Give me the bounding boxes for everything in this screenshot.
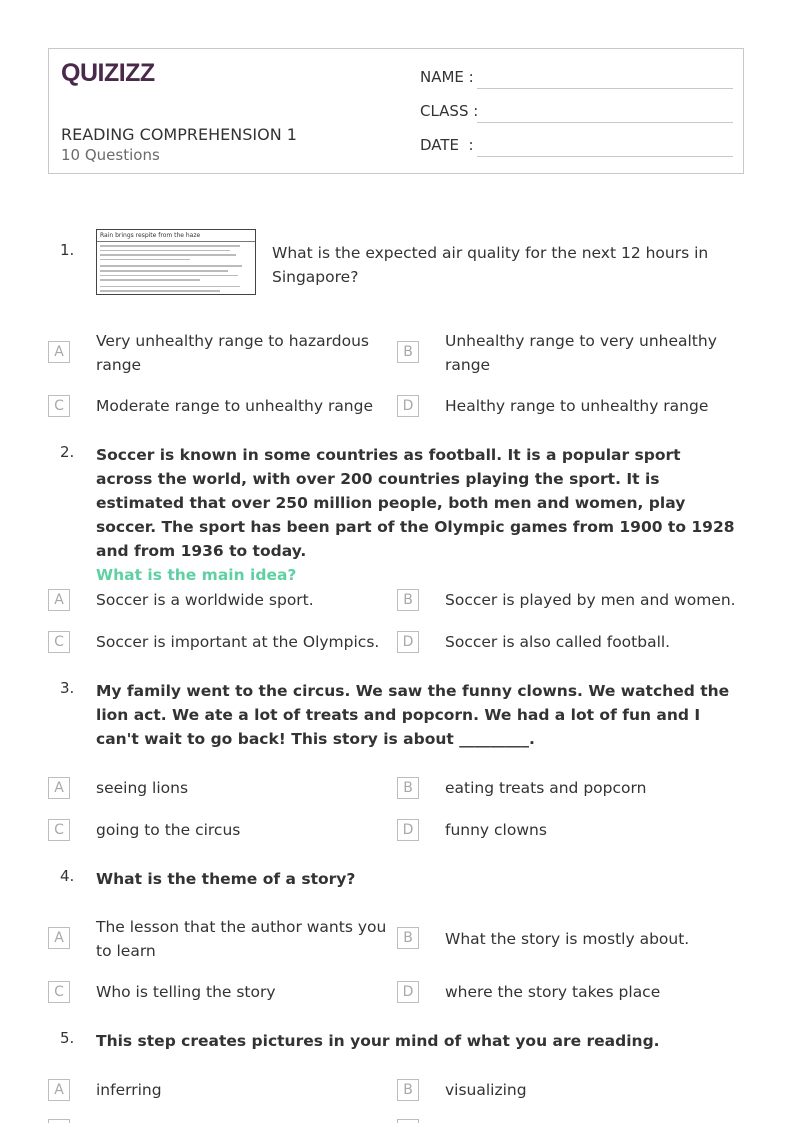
option-letter-box: D xyxy=(397,395,419,417)
question-number: 3. xyxy=(60,679,75,697)
class-label: CLASS : xyxy=(420,102,479,120)
option-text: going to the circus xyxy=(96,821,241,839)
date-label: DATE : xyxy=(420,136,474,154)
option-letter-box: A xyxy=(48,1079,70,1101)
question-number: 1. xyxy=(60,241,75,259)
option-text: visualizing xyxy=(445,1081,527,1099)
question-prompt: What is the main idea? xyxy=(96,566,297,584)
thumbnail-title: Rain brings respite from the haze xyxy=(97,230,255,242)
date-line xyxy=(477,156,733,157)
option-letter-box-partial xyxy=(397,1119,419,1123)
option-text: Soccer is important at the Olympics. xyxy=(96,633,380,651)
question-number: 5. xyxy=(60,1029,75,1047)
option-text: seeing lions xyxy=(96,779,189,797)
option-letter-box: B xyxy=(397,341,419,363)
option-text: Soccer is played by men and women. xyxy=(445,591,736,609)
option-letter-box-partial xyxy=(48,1119,70,1123)
option-text: Soccer is also called football. xyxy=(445,633,671,651)
name-line xyxy=(477,88,733,89)
question-number: 2. xyxy=(60,443,75,461)
option-letter-box: A xyxy=(48,777,70,799)
option-letter-box: C xyxy=(48,395,70,417)
option-text: What the story is mostly about. xyxy=(445,930,690,948)
option-text: The lesson that the author wants you to learn xyxy=(96,918,387,960)
question-text: What is the expected air quality for the next 12 hours in Singapore? xyxy=(272,244,709,286)
name-label: NAME : xyxy=(420,68,474,86)
question-count: 10 Questions xyxy=(61,146,160,164)
question-text: What is the theme of a story? xyxy=(96,870,356,888)
option-letter-box: B xyxy=(397,1079,419,1101)
option-letter-box: C xyxy=(48,631,70,653)
option-text: inferring xyxy=(96,1081,162,1099)
option-text: where the story takes place xyxy=(445,983,661,1001)
option-text: Who is telling the story xyxy=(96,983,276,1001)
option-letter-box: D xyxy=(397,819,419,841)
question-number: 4. xyxy=(60,867,75,885)
class-line xyxy=(477,122,733,123)
option-text: Very unhealthy range to hazardous range xyxy=(96,332,369,374)
question-passage: Soccer is known in some countries as football. It is a popular sport across the world, with over 200 countries playing the sport. It is estimated that over 250 million people, both men and women, play soccer. The sport has been part of the Olympic games from 1900 to 1928 and from 1936 to today. xyxy=(96,446,735,560)
article-thumbnail-image xyxy=(96,229,256,295)
option-letter-box: D xyxy=(397,631,419,653)
option-text: Unhealthy range to very unhealthy range xyxy=(445,332,717,374)
question-text: This step creates pictures in your mind of what you are reading. xyxy=(96,1032,660,1050)
option-letter-box: B xyxy=(397,927,419,949)
question-text: My family went to the circus. We saw the funny clowns. We watched the lion act. We ate a lot of treats and popcorn. We had a lot of fun and I can't wait to go back! This story is about _________. xyxy=(96,682,730,748)
option-text: Healthy range to unhealthy range xyxy=(445,397,709,415)
option-text: Soccer is a worldwide sport. xyxy=(96,591,314,609)
option-letter-box: A xyxy=(48,927,70,949)
quizizz-logo: QUIZIZZ xyxy=(61,59,155,87)
option-letter-box: B xyxy=(397,589,419,611)
worksheet-header xyxy=(48,48,744,174)
option-text: eating treats and popcorn xyxy=(445,779,647,797)
option-text: funny clowns xyxy=(445,821,547,839)
option-letter-box: C xyxy=(48,819,70,841)
worksheet-title: READING COMPREHENSION 1 xyxy=(61,125,297,144)
option-letter-box: C xyxy=(48,981,70,1003)
question-text xyxy=(96,443,736,587)
option-letter-box: A xyxy=(48,341,70,363)
option-text: Moderate range to unhealthy range xyxy=(96,397,374,415)
option-letter-box: D xyxy=(397,981,419,1003)
option-letter-box: B xyxy=(397,777,419,799)
option-letter-box: A xyxy=(48,589,70,611)
